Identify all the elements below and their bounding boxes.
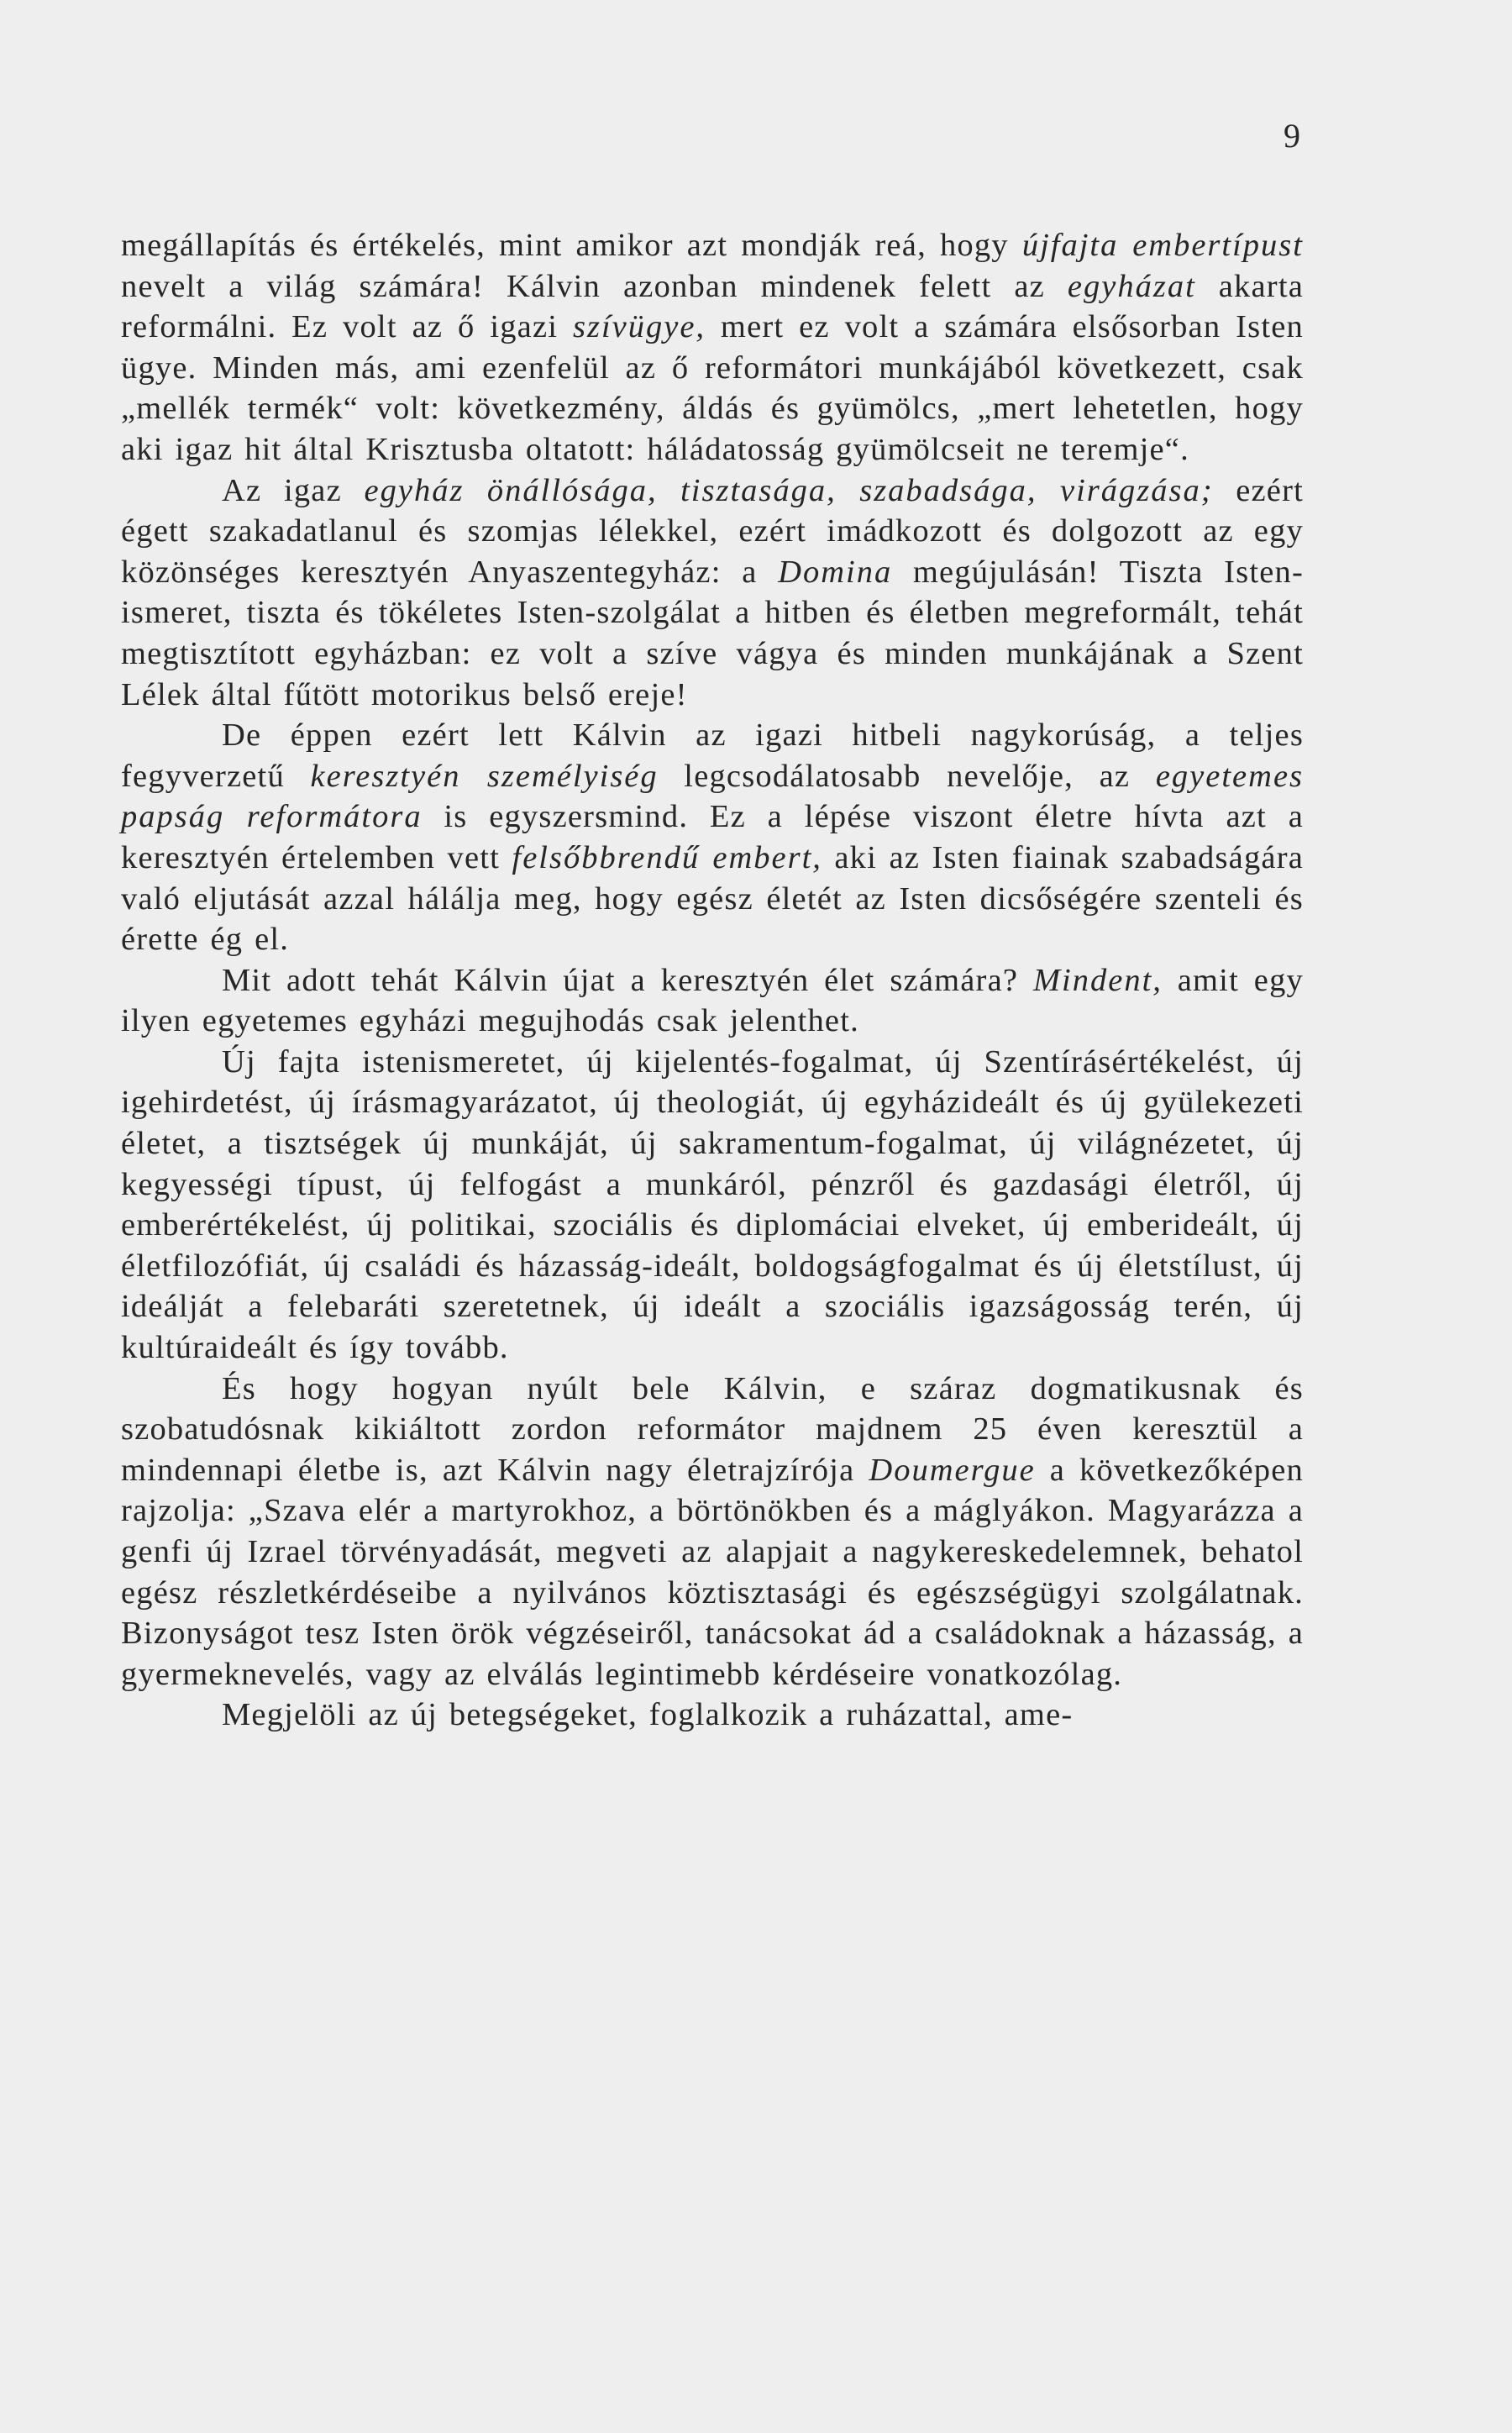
text-run: nevelt a világ számára! Kálvin azonban mindenek felett az [121,268,1068,304]
text-run: ezért égett szakadatlanul és szomjas lélekkel, ezért imádkozott és dolgozott az egy közönséges keresztyén Anyaszentegyház: a [121,472,1304,590]
text-run: is egyszersmind. Ez a lépése viszont életre hívta azt a keresztyén értelemben vett [121,799,1304,875]
text-run: És hogy hogyan nyúlt bele Kálvin, e száraz dogmatikusnak és szobatudósnak kikiáltott zordon reformátor majdnem 25 éven keresztül a mindennapi életbe is, azt Kálvin nagy életrajzírója [121,1370,1304,1488]
text-run: Megjelöli az új betegségeket, foglalkozik a ruházattal, ame- [222,1697,1074,1733]
italic-text: újfajta embertípust [1021,228,1304,263]
paragraph [121,470,1304,716]
text-run: megújulásán! Tiszta Isten-ismeret, tiszta és tökéletes Isten-szolgálat a hitben és életben megreformált, tehát megtisztított egyházban: ez volt a szíve vágya és minden munkájának a Szent Lélek által fűtött motorikus belső ereje! [121,554,1304,712]
text-run: De éppen ezért lett Kálvin az igazi hitbeli nagykorúság, a teljes fegyverzetű [121,717,1304,794]
italic-text: Doumergue [869,1452,1036,1488]
body-text [121,225,1304,1736]
paragraph [121,1695,1304,1736]
paragraph [121,1042,1304,1369]
text-run: aki az Isten fiainak szabadságára való eljutását azzal hálálja meg, hogy egész életét az Isten dicsőségére szenteli és érette ég el. [121,839,1305,958]
text-run: Az igaz [222,472,365,508]
paragraph [121,960,1304,1042]
paragraph [121,1369,1304,1695]
text-run: Új fajta istenismeretet, új kijelentés-fogalmat, új Szentírásértékelést, új igehirdetést, új írásmagyarázatot, új theologiát, új egyházideált és új gyülekezeti életet, a tisztségek új munkáját, új sakramentum-fogalmat, új világnézetet, új kegyességi típust, új felfogást a munkáról, pénzről és gazdasági életről, új emberértékelést, új politikai, szociális és diplomáciai elveket, új emberideált, új életfilozófiát, új családi és házasság-ideált, boldogságfogalmat és új életstílust, új ideálját a felebaráti szeretetnek, új ideált a szociális igazságosság terén, új kultúraideált és így tovább. [121,1043,1304,1366]
italic-text: keresztyén személyiség [310,758,659,794]
italic-text: Mindent, [1032,962,1163,998]
italic-text: egyház önállósága, tisztasága, szabadsága, virágzása; [364,472,1214,508]
italic-text: egyházat [1067,268,1196,304]
text-run: legcsodálatosabb nevelője, az [658,758,1156,794]
italic-text: egyetemes papság reformátora [121,758,1305,835]
text-run: akarta reformálni. Ez volt az ő igazi [121,268,1305,345]
text-run: megállapítás és értékelés, mint amikor azt mondják reá, hogy [121,228,1022,263]
italic-text: felsőbbrendű embert, [512,839,822,875]
paragraph [121,225,1304,470]
text-run: Mit adott tehát Kálvin újat a keresztyén élet számára? [222,962,1033,998]
italic-text: szívügye, [573,309,706,345]
text-run: amit egy ilyen egyetemes egyházi megujhodás csak jelenthet. [121,962,1304,1039]
paragraph [121,715,1304,960]
text-run: a következőképen rajzolja: „Szava elér a martyrokhoz, a börtönökben és a máglyákon. Magyarázza a genfi új Izrael törvényadását, megveti az alapjait a nagykereskedelemnek, behatol egész részletkérdéseibe a nyilvános köztisztasági és egészségügyi szolgálatnak. Bizonyságot tesz Isten örök végzéseiről, tanácsokat ád a családoknak a házasság, a gyermeknevelés, vagy az elválás legintimebb kérdéseire vonatkozólag. [121,1452,1304,1692]
text-run: mert ez volt a számára elsősorban Isten ügye. Minden más, ami ezenfelül az ő reformátori munkájából következett, csak „mellék termék“ volt: következmény, áldás és gyümölcs, „mert lehetetlen, hogy aki igaz hit által Krisztusba oltatott: háládatosság gyümölcseit ne teremje“. [121,309,1304,467]
page-number: 9 [1284,117,1301,155]
italic-text: Domina [778,554,893,590]
